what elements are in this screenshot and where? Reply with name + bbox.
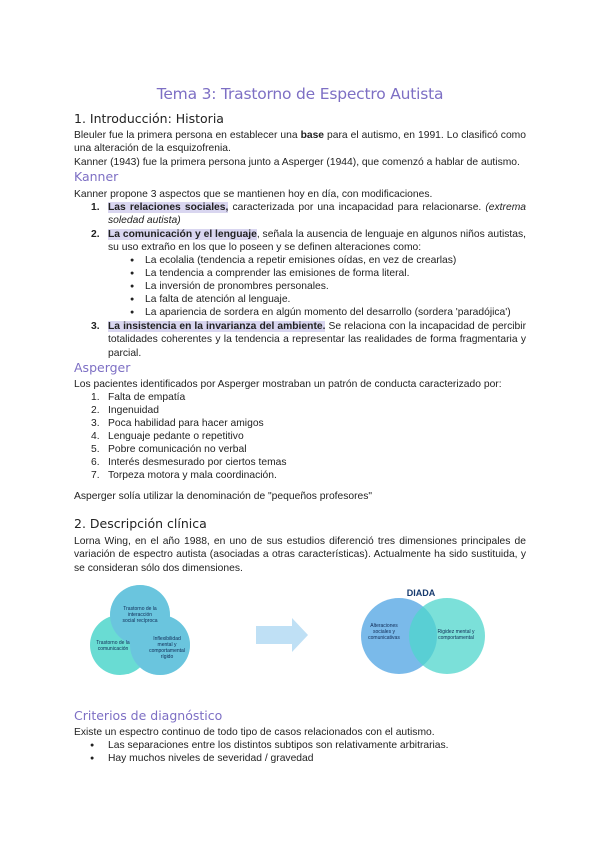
list-item: ● Hay muchos niveles de severidad / gravedad: [90, 752, 526, 765]
section-heading-kanner: Kanner: [74, 169, 119, 184]
list-item: ● La falta de atención al lenguaje.: [130, 293, 526, 306]
triad-left-label-1: Trastorno de la: [96, 640, 130, 646]
paragraph-kanner-intro: Kanner propone 3 aspectos que se mantienen hoy en día, con modificaciones.: [74, 189, 433, 200]
list-item: ● La inversión de pronombres personales.: [130, 280, 526, 293]
paragraph-bleuler: Bleuler fue la primera persona en establecer una base para el autismo, en 1991. Lo clasificó como una alteración de la esquizofrenia.: [74, 130, 526, 155]
section-heading-clinica: 2. Descripción clínica: [74, 516, 207, 531]
section-heading-intro: 1. Introducción: Historia: [74, 111, 224, 126]
triad-top-label-1: Trastorno de la: [123, 606, 157, 612]
list-item: 5. Pobre comunicación no verbal: [91, 444, 247, 455]
list-item: ● La apariencia de sordera en algún momento del desarrollo (sordera 'paradójica'): [130, 306, 526, 319]
dyad-left-label-3: comunicativas: [368, 635, 400, 641]
list-item: 1. Falta de empatía: [91, 392, 186, 403]
section-heading-criterios: Criterios de diagnóstico: [74, 708, 223, 723]
list-item: 1. Las relaciones sociales, caracterizada por una incapacidad para relacionarse. (extrema soledad autista): [91, 202, 526, 227]
triad-right-label-4: rígido: [160, 654, 174, 660]
list-item: 2. La comunicación y el lenguaje, señala la ausencia de lenguaje en algunos niños autistas, su uso extraño en los que lo poseen y se definen alteraciones como:: [91, 229, 526, 254]
list-item: ● La ecolalia (tendencia a repetir emisiones oídas, en vez de crearlas): [130, 254, 526, 267]
paragraph-lorna-wing: Lorna Wing, en el año 1988, en uno de sus estudios diferenció tres dimensiones principales de variación de espectro autista (asociadas a otras características). Actualmente ha sido sustituida, y se consideran sólo dos dimensiones.: [74, 536, 526, 574]
dyad-right-label-2: comportamental: [438, 635, 474, 641]
paragraph-criterios-intro: Existe un espectro continuo de todo tipo de casos relacionados con el autismo.: [74, 727, 435, 738]
page-title: Tema 3: Trastorno de Espectro Autista: [156, 85, 444, 103]
triad-right-label-1: Inflexibilidad: [153, 636, 181, 642]
triad-dyad-diagram: [74, 580, 526, 692]
list-item: 2. Ingenuidad: [91, 405, 159, 416]
list-item: 6. Interés desmesurado por ciertos temas: [91, 457, 287, 468]
list-item: 4. Lenguaje pedante o repetitivo: [91, 431, 244, 442]
triad-right-label-2: mental y: [157, 642, 177, 648]
triad-top-label-2: interacción: [127, 612, 153, 618]
dyad-left-label-2: sociales y: [373, 629, 395, 635]
section-heading-asperger: Asperger: [74, 360, 131, 375]
list-item: ● La tendencia a comprender las emisiones de forma literal.: [130, 267, 526, 280]
list-item: 3. Poca habilidad para hacer amigos: [91, 418, 264, 429]
dyad-right-label-1: Rigidez mental y: [437, 629, 475, 635]
diada-title: DIADA: [406, 588, 436, 598]
list-item: 3. La insistencia en la invarianza del ambiente. Se relaciona con la incapacidad de percibir totalidades coherentes y la tendencia a representar las realidades de forma fragmentaria y parcial.: [91, 321, 526, 359]
triad-top-label-3: social recíproca: [122, 618, 158, 624]
list-item: 7. Torpeza motora y mala coordinación.: [91, 470, 277, 481]
paragraph-asperger-outro: Asperger solía utilizar la denominación de "pequeños profesores": [74, 491, 373, 502]
list-item: ● Las separaciones entre los distintos subtipos son relativamente arbitrarias.: [90, 739, 526, 752]
triad-right-label-3: comportamental: [149, 648, 185, 654]
paragraph-asperger-intro: Los pacientes identificados por Asperger mostraban un patrón de conducta caracterizado por:: [74, 379, 502, 390]
triad-left-label-2: comunicación: [97, 646, 129, 652]
dyad-left-label-1: Alteraciones: [370, 623, 398, 629]
paragraph-kanner-asperger: Kanner (1943) fue la primera persona junto a Asperger (1944), que comenzó a hablar de autismo.: [74, 157, 520, 168]
arrow-icon: [256, 618, 308, 652]
